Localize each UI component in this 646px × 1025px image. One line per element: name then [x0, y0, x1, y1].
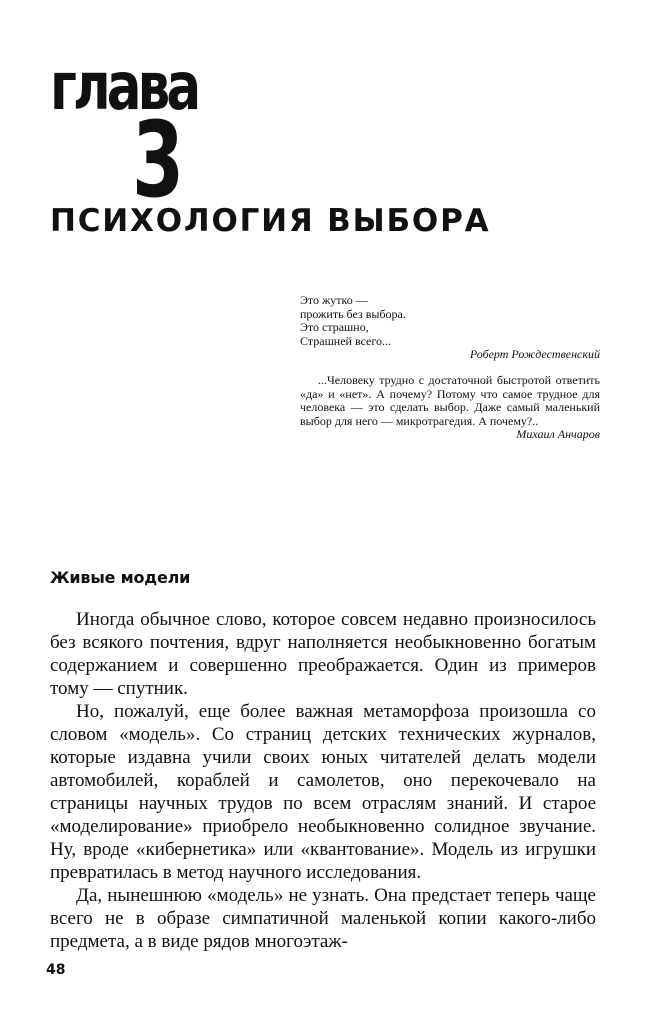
chapter-title: ПСИХОЛОГИЯ ВЫБОРА [50, 203, 491, 239]
paragraph: Но, пожалуй, еще более важная метаморфоза произошла со словом «модель». Со страниц детских технических журналов, которые издавна учили своих юных читателей делать модели автомобилей, кораблей и самолетов, оно перекочевало на страницы научных трудов по всем отраслям знаний. И старое «моделирование» приобрело необыкновенно солидное звучание. Ну, вроде «кибернетика» или «квантование». Модель из игрушки превратилась в метод научного исследования. [50, 701, 596, 883]
epigraph-prose [300, 374, 600, 442]
epigraph-author: Роберт Рождественский [469, 347, 600, 361]
epigraph-author: Михаил Анчаров [516, 427, 600, 441]
chapter-number: 3 [132, 99, 185, 221]
body-text [50, 608, 596, 953]
epigraph-line: Это жутко — [300, 293, 368, 307]
section-heading: Живые модели [50, 568, 191, 587]
paragraph: Иногда обычное слово, которое совсем недавно произносилось без всякого почтения, вдруг наполняется необыкновенно богатым содержанием и совершенно преображается. Один из примеров тому — спутник. [50, 609, 596, 699]
paragraph: Да, нынешнюю «модель» не узнать. Она предстает теперь чаще всего не в образе симпатичной маленькой копии какого-либо предмета, а в виде рядов многоэтаж- [50, 885, 596, 952]
epigraph-line: Это страшно, [300, 320, 369, 334]
epigraph-text: ...Человеку трудно с достаточной быстротой ответить «да» и «нет». А почему? Потому что самое трудное для человека — это сделать выбор. Даже самый маленький выбор для него — микротрагедия. А почему?.. [300, 373, 600, 428]
epigraph-line: Страшней всего... [300, 333, 391, 348]
epigraph-verse [300, 294, 600, 362]
chapter-word: глава [50, 48, 198, 125]
page-number: 48 [46, 962, 66, 978]
chapter-heading [50, 48, 230, 221]
epigraph-line: прожить без выбора. [300, 306, 406, 321]
